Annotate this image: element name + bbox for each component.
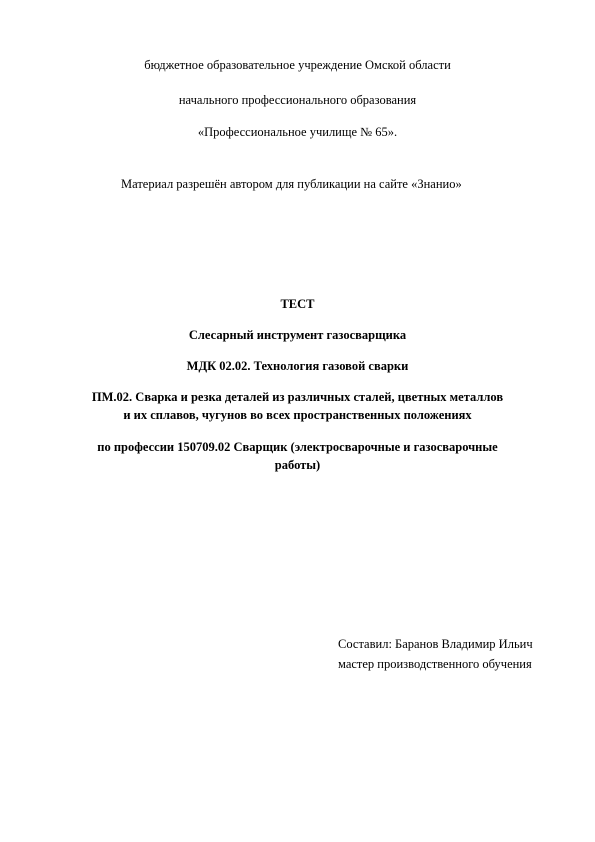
publication-note: Материал разрешён автором для публикации на сайте «Знанио»: [121, 177, 462, 191]
module-line-2: и их сплавов, чугунов во всех пространственных положениях: [123, 408, 472, 422]
profession-line-1: по профессии 150709.02 Сварщик (электросварочные и газосварочные: [97, 440, 498, 454]
author-position: мастер производственного обучения: [338, 657, 532, 671]
document-title: ТЕСТ: [280, 297, 315, 311]
institution-line-2: начального профессионального образования: [178, 93, 417, 107]
profession-line-2: работы): [274, 458, 321, 472]
author-name: Составил: Баранов Владимир Ильич: [338, 637, 533, 651]
institution-line-3: «Профессиональное училище № 65».: [197, 125, 398, 139]
module-line-1: ПМ.02. Сварка и резка деталей из различных сталей, цветных металлов: [91, 390, 504, 404]
test-subject: Слесарный инструмент газосварщика: [188, 328, 407, 342]
institution-line-1: бюджетное образовательное учреждение Омской области: [144, 58, 451, 72]
course-title: МДК 02.02. Технология газовой сварки: [186, 359, 409, 373]
